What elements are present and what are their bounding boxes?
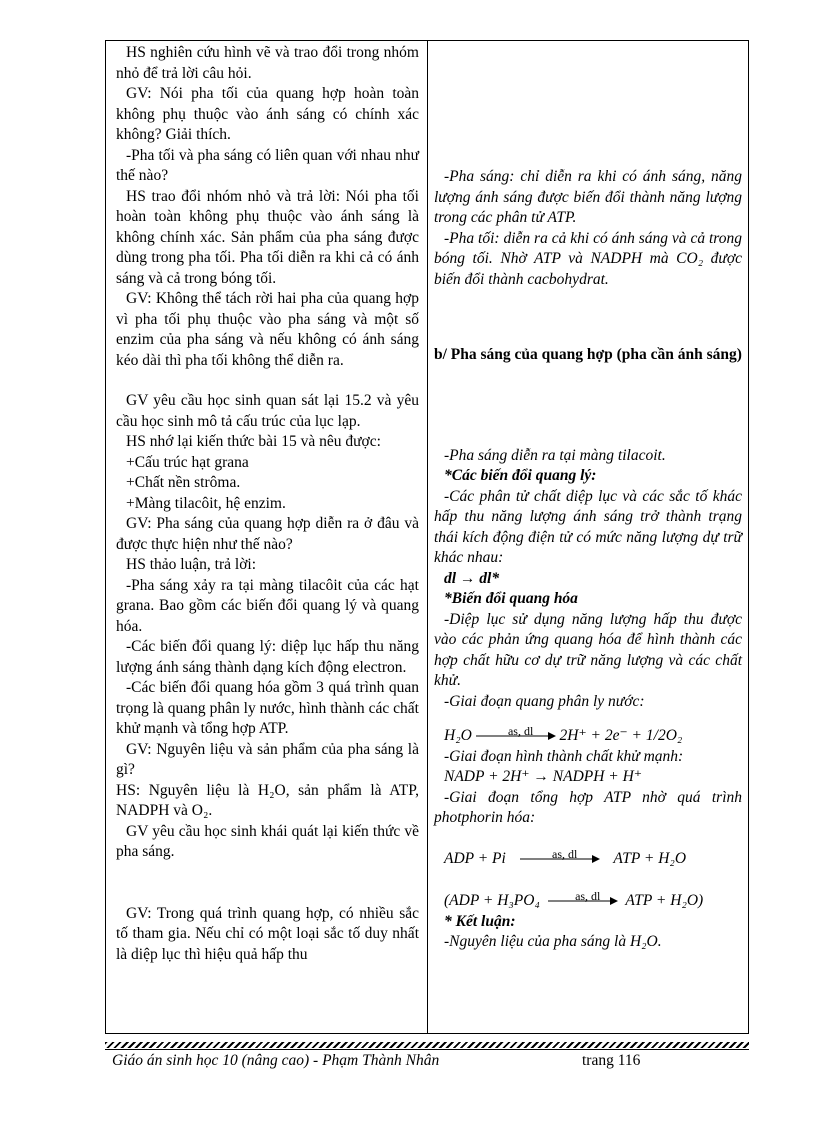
eq3-left: ADP + Pi: [444, 849, 506, 867]
equation-atp: [434, 846, 742, 870]
arrow-label: as, dl: [507, 724, 534, 739]
eq3-right: ATP + H₂O: [613, 849, 687, 867]
subheading: * Kết luận:: [444, 912, 516, 930]
paragraph: HS nghiên cứu hình vẽ và trao đổi trong nhóm nhỏ để trả lời câu hỏi.: [116, 44, 419, 82]
paragraph: -Giai đoạn tổng hợp ATP nhờ quá trình photphorin hóa:: [434, 788, 742, 826]
pha-sang-definition: -Pha sáng: chỉ diễn ra khi có ánh sáng, năng lượng ánh sáng được biến đổi thành năng lượng trong các phân tử ATP.: [434, 168, 742, 226]
equation-water-photolysis: [434, 726, 742, 747]
paragraph: HS nhớ lại kiến thức bài 15 và nêu được:: [126, 433, 381, 450]
reaction-arrow: [548, 889, 618, 906]
pha-toi-definition: -Pha tối: diễn ra cả khi có ánh sáng và cả trong bóng tối. Nhờ ATP và NADPH mà CO₂ được biến đổi thành cacbohydrat.: [434, 229, 742, 288]
paragraph: HS thảo luận, trả lời:: [126, 556, 257, 573]
paragraph: HS: Nguyên liệu là H₂O, sản phẩm là ATP, NADPH và O₂.: [116, 781, 419, 819]
reaction-arrow: [520, 846, 600, 864]
reaction-arrow: [476, 724, 556, 741]
paragraph: -Diệp lục sử dụng năng lượng hấp thu được vào các phản ứng quang hóa để hình thành các hợp chất hữu cơ dự trữ năng lượng và các chất khử.: [434, 610, 742, 689]
paragraph: -Các phân tử chất diệp lục và các sắc tố khác hấp thu năng lượng ánh sáng trở thành trạng thái kích động điện tử có mức năng lượng dự trữ khác nhau:: [434, 487, 742, 566]
equation-atp-alt: [434, 891, 742, 912]
content-column: [434, 41, 742, 953]
paragraph: GV: Không thể tách rời hai pha của quang hợp vì pha tối phụ thuộc vào pha sáng và một số enzim của pha sáng và nếu không có ánh sáng kéo dài thì pha tối không thể diễn ra.: [116, 290, 419, 369]
paragraph: GV: Pha sáng của quang hợp diễn ra ở đâu và được thực hiện như thế nào?: [116, 515, 419, 553]
lesson-table: [105, 40, 749, 1034]
footer-rule: [105, 1042, 749, 1048]
equation-dl: dl → dl*: [444, 569, 500, 587]
paragraph: +Màng tilacôit, hệ enzim.: [126, 494, 286, 512]
paragraph: GV yêu cầu học sinh khái quát lại kiến thức về pha sáng.: [116, 822, 419, 860]
arrow-label: as, dl: [552, 846, 578, 861]
paragraph: HS trao đổi nhóm nhỏ và trả lời: Nói pha tối hoàn toàn không phụ thuộc vào ánh sáng là không chính xác. Sản phẩm của pha sáng được dùng trong pha tối. Pha tối diễn ra khi cả có ánh sáng và cả trong bóng tối.: [116, 187, 419, 287]
paragraph: -Pha tối và pha sáng có liên quan với nhau như thế nào?: [116, 146, 419, 184]
paragraph: -Pha sáng diễn ra tại màng tilacoit.: [444, 446, 666, 464]
paragraph: +Chất nền strôma.: [126, 474, 241, 491]
footer-line: [105, 1049, 749, 1050]
eq4-right: ATP + H₂O): [625, 892, 704, 909]
paragraph: +Cấu trúc hạt grana: [126, 453, 249, 471]
paragraph: -Các biến đổi quang lý: diệp lục hấp thu năng lượng ánh sáng thành dạng kích động electron.: [116, 638, 419, 676]
paragraph: GV: Nói pha tối của quang hợp hoàn toàn không phụ thuộc vào ánh sáng có chính xác không? Giải thích.: [116, 85, 419, 143]
paragraph: -Giai đoạn hình thành chất khử mạnh:: [444, 747, 684, 765]
equation-nadph: NADP + 2H⁺ → NADPH + H⁺: [444, 768, 643, 785]
eq1-right: 2H⁺ + 2e⁻ + 1/2O₂: [559, 727, 683, 744]
paragraph: GV: Nguyên liệu và sản phẩm của pha sáng là gì?: [116, 740, 419, 778]
eq4-left: (ADP + H₃PO₄: [444, 892, 540, 909]
section-heading: b/ Pha sáng của quang hợp (pha cần ánh sáng): [434, 346, 742, 363]
column-divider: [427, 41, 428, 1033]
teacher-student-column: [116, 41, 419, 965]
footer-title: Giáo án sinh học 10 (nâng cao) - Phạm Thành Nhân: [112, 1052, 440, 1069]
paragraph: GV: Trong quá trình quang hợp, có nhiều sắc tố tham gia. Nếu chỉ có một loại sắc tố duy nhất là diệp lục thì hiệu quả hấp thu: [116, 904, 419, 963]
paragraph: GV yêu cầu học sinh quan sát lại 15.2 và yêu cầu học sinh mô tả cấu trúc của lục lạp.: [116, 392, 419, 430]
paragraph: -Các biến đổi quang hóa gồm 3 quá trình quan trọng là quang phân ly nước, hình thành các chất khử mạnh và tổng hợp ATP.: [116, 679, 419, 737]
eq1-left: H₂O: [444, 727, 472, 744]
page-number: trang 116: [582, 1052, 641, 1069]
paragraph: -Nguyên liệu của pha sáng là H₂O.: [444, 933, 662, 950]
paragraph: -Pha sáng xảy ra tại màng tilacôit của các hạt grana. Bao gồm các biến đổi quang lý và quang hóa.: [116, 576, 419, 635]
arrow-label: as, dl: [575, 889, 601, 904]
subheading: *Các biến đổi quang lý:: [444, 467, 597, 484]
subheading: *Biến đổi quang hóa: [444, 590, 578, 607]
paragraph: -Giai đoạn quang phân ly nước:: [444, 692, 645, 710]
